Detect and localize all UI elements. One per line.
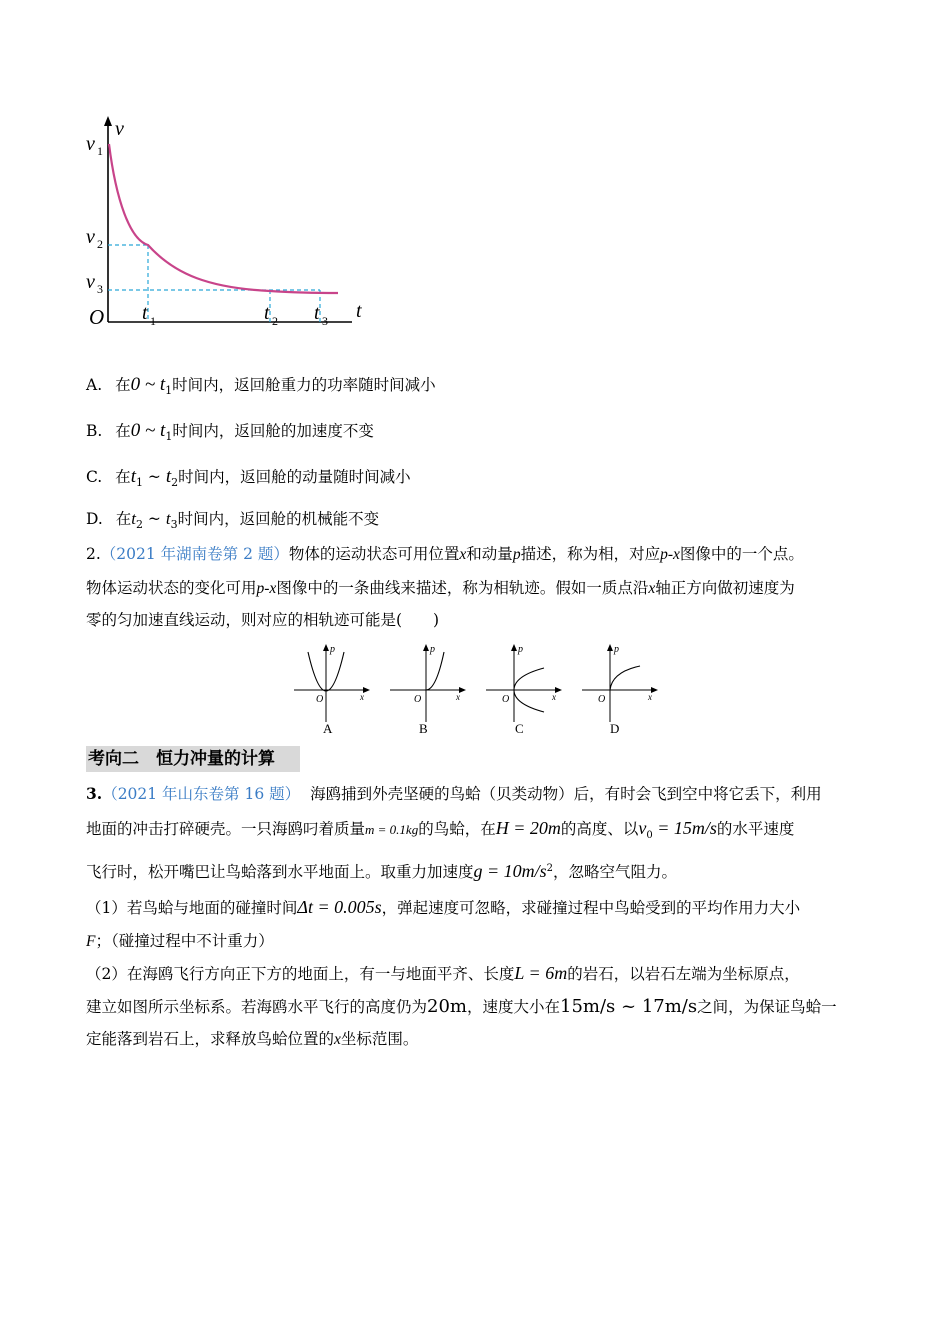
question-number: 2. — [86, 545, 101, 563]
graph-label: A — [323, 721, 333, 736]
text: 的岩石，以岩石左端为坐标原点， — [567, 965, 800, 983]
t-axis-label: t — [356, 300, 362, 322]
v3-label: v — [86, 271, 95, 293]
q3-line3 — [86, 858, 677, 883]
option-d — [86, 508, 379, 536]
q3-line1 — [86, 783, 822, 805]
option-c — [86, 466, 411, 494]
origin-label: O — [414, 694, 422, 705]
question-number: 3. — [86, 784, 103, 803]
q3-part1-cont — [86, 930, 274, 953]
text: 物体的运动状态可用位置 — [288, 545, 460, 563]
option-sub: 1 — [165, 384, 173, 398]
option-text: 时间内，返回舱的机械能不变 — [177, 510, 380, 528]
text: 物体运动状态的变化可用 — [86, 579, 257, 597]
option-tilde: ~ — [143, 510, 166, 528]
text: （2）在海鸥飞行方向正下方的地面上，有一与地面平齐、长度 — [86, 965, 515, 983]
text: ，忽略空气阻力。 — [553, 863, 678, 882]
velocity-curve — [109, 144, 338, 293]
origin-label: O — [502, 694, 510, 705]
text: ，速度大小在 — [467, 998, 561, 1016]
var-f: F — [86, 933, 96, 950]
option-text: 时间内，返回舱的加速度不变 — [172, 422, 374, 440]
t2-sub: 2 — [272, 314, 278, 328]
var-px: p-x — [660, 546, 680, 563]
text: 和动量 — [466, 545, 513, 563]
option-pre: 在 — [115, 376, 131, 394]
t1-label: t — [142, 302, 148, 324]
graph-label: B — [419, 721, 428, 736]
t3-sub: 3 — [322, 314, 328, 328]
v1-label: v — [86, 133, 95, 155]
x-label: x — [456, 692, 460, 702]
t1-sub: 1 — [150, 314, 156, 328]
p-label: p — [614, 644, 619, 655]
option-range: 0 ~ t — [130, 374, 166, 395]
q3-part1 — [86, 896, 800, 919]
phase-trajectory-graphs — [288, 640, 668, 740]
option-sub: 1 — [165, 430, 173, 444]
q3-part2 — [86, 962, 800, 985]
option-sub-b: 3 — [170, 518, 178, 532]
length-value: L = 6m — [514, 963, 568, 983]
var-x: x — [334, 1031, 341, 1048]
option-range-b: t — [165, 466, 172, 487]
origin-label: O — [89, 305, 105, 329]
p-label: p — [330, 644, 335, 655]
q2-line2 — [86, 577, 795, 600]
text: 图像中的一条曲线来描述，称为相轨迹。假如一质点沿 — [276, 579, 649, 597]
velocity-time-graph — [80, 110, 380, 340]
text: 的高度、以 — [560, 820, 639, 838]
graph-label: D — [610, 721, 620, 736]
option-sub-b: 2 — [171, 476, 179, 490]
v-axis-arrow — [104, 116, 112, 126]
text: ，弹起速度可忽略，求碰撞过程中鸟蛤受到的平均作用力大小 — [381, 899, 801, 917]
option-b — [86, 420, 374, 448]
option-sub-a: 2 — [136, 518, 143, 532]
option-range: 0 ~ t — [130, 420, 166, 441]
origin-label: O — [316, 694, 324, 705]
v1-sub: 1 — [97, 144, 103, 158]
text: ；（碰撞过程中不计重力） — [95, 932, 274, 950]
option-text: 时间内，返回舱重力的功率随时间减小 — [172, 376, 436, 394]
option-a — [86, 374, 436, 402]
graph-c — [486, 644, 562, 736]
q2-line3 — [86, 609, 439, 631]
q3-part2-line3 — [86, 1028, 418, 1051]
speed-var: v — [638, 818, 647, 838]
text: 建立如图所示坐标系。若海鸥水平飞行的高度仍为 — [86, 998, 428, 1016]
option-label: C. — [86, 468, 103, 486]
var-px: p-x — [256, 580, 277, 597]
t3-label: t — [314, 302, 320, 324]
v2-label: v — [86, 226, 95, 248]
text: 描述，称为相，对应 — [520, 545, 661, 563]
text: 飞行时，松开嘴巴让鸟蛤落到水平地面上。取重力加速度 — [86, 863, 474, 882]
option-pre: 在 — [115, 422, 131, 440]
text: 零的匀加速直线运动，则对应的相轨迹可能是( ) — [86, 611, 440, 629]
height-value: 20m — [427, 996, 467, 1017]
text: 坐标范围。 — [340, 1030, 419, 1048]
dt-value: Δt = 0.005s — [297, 897, 382, 917]
var-x: x — [459, 546, 467, 563]
text: 的水平速度 — [716, 820, 795, 838]
text: 海鸥捕到外壳坚硬的鸟蛤（贝类动物）后，有时会飞到空中将它丢下，利用 — [310, 785, 822, 803]
q2-line1 — [86, 543, 804, 566]
v-axis-label: v — [115, 118, 124, 140]
option-range-a: t — [131, 509, 136, 528]
text: 之间，为保证鸟蛤一 — [697, 998, 837, 1016]
trajectory-curve — [610, 666, 640, 690]
p-label: p — [430, 644, 435, 655]
question-source: （2021 年山东卷第 16 题） — [102, 785, 301, 803]
question-source: （2021 年湖南卷第 2 题） — [100, 545, 289, 563]
graph-b — [390, 644, 466, 736]
q3-line2 — [86, 817, 794, 847]
text: 轴正方向做初速度为 — [655, 579, 795, 597]
q3-part2-line2 — [86, 996, 837, 1018]
graph-a — [294, 644, 370, 736]
x-label: x — [648, 692, 652, 702]
option-label: D. — [86, 510, 103, 528]
x-label: x — [360, 692, 364, 702]
speed-range: 15m/s ~ 17m/s — [560, 996, 698, 1017]
text: （1）若鸟蛤与地面的碰撞时间 — [86, 899, 298, 917]
x-label: x — [552, 692, 556, 702]
option-text: 时间内，返回舱的动量随时间减小 — [178, 468, 411, 486]
graph-d — [582, 644, 658, 736]
graph-label: C — [515, 721, 524, 736]
option-pre: 在 — [115, 468, 131, 486]
gravity-value: g = 10m/s — [473, 861, 547, 882]
trajectory-curve — [426, 652, 444, 690]
option-label: B. — [86, 422, 103, 440]
option-label: A. — [86, 376, 103, 394]
origin-label: O — [598, 694, 606, 705]
var-x: x — [648, 580, 656, 597]
speed-sub: 0 — [646, 830, 653, 842]
var-p: p — [512, 546, 521, 563]
section-title: 考向二 恒力冲量的计算 — [86, 746, 300, 772]
p-label: p — [518, 644, 523, 655]
gravity-sup: 2 — [546, 863, 554, 874]
option-range-a: t — [130, 466, 136, 487]
text: 的鸟蛤，在 — [418, 820, 496, 838]
text: 图像中的一个点。 — [679, 545, 804, 563]
option-sub-a: 1 — [135, 476, 143, 490]
mass-value: m = 0.1kg — [365, 822, 419, 837]
option-tilde: ~ — [142, 468, 166, 486]
text: 定能落到岩石上，求释放鸟蛤位置的 — [86, 1030, 335, 1048]
speed-value: = 15m/s — [652, 818, 717, 838]
t2-label: t — [264, 302, 270, 324]
text: 地面的冲击打碎硬壳。一只海鸥叼着质量 — [86, 820, 366, 838]
height-value: H = 20m — [495, 818, 561, 838]
option-pre: 在 — [115, 510, 132, 528]
option-range-b: t — [165, 509, 171, 528]
v3-sub: 3 — [97, 282, 103, 296]
v2-sub: 2 — [97, 237, 103, 251]
